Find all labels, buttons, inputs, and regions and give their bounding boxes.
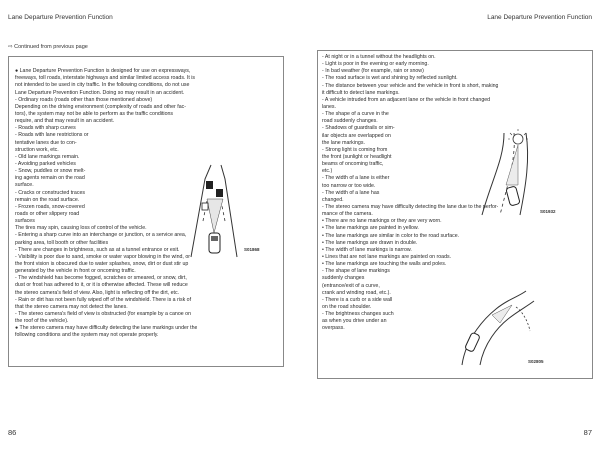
text-line: - The brightness changes such (322, 311, 394, 318)
curve-change-illustration (456, 287, 548, 367)
text-line: ● Lane Departure Prevention Function is designed for use on expressways, (15, 68, 191, 75)
text-line: - Frozen roads, snow-covered (15, 203, 85, 210)
text-line: - Snow, puddles or snow melt- (15, 168, 86, 175)
text-line: not intended to be used in city traffic. In the following conditions, do not use (15, 82, 190, 89)
text-line: - The distance between your vehicle and the vehicle in front is short, making (322, 82, 499, 89)
text-line: • There are no lane markings or they are very worn. (322, 218, 442, 225)
text-line: - The stereo camera's field of view is obstructed (for example by a canoe on (15, 310, 191, 317)
text-line: the lane markings. (322, 139, 365, 146)
text-line: - Ordinary roads (roads other than those mentioned above) (15, 96, 153, 103)
text-line: ing agents remain on the road (15, 175, 85, 182)
text-line: generated by the vehicle in front or oncoming traffic. (15, 268, 136, 275)
text-line: - Shadows of guardrails or sim- (322, 125, 395, 132)
left-figure (185, 161, 260, 259)
text-line: - The width of a lane is either (322, 175, 390, 182)
text-line: overpass. (322, 325, 345, 332)
text-line: ● The stereo camera may have difficulty detecting the lane markings under the (15, 325, 198, 332)
text-line: lanes. (322, 103, 337, 110)
left-page-header: Lane Departure Prevention Function (8, 14, 113, 21)
text-line: - There is a curb or a side wall (322, 296, 393, 303)
text-line: remain on the road surface. (15, 196, 80, 203)
text-line: struction work, etc. (15, 146, 59, 153)
text-line: surfaces (15, 218, 35, 225)
text-line: it difficult to detect lane markings. (322, 89, 400, 96)
text-line: that the stereo camera may not detect the lanes. (15, 303, 128, 310)
text-line: tentative lanes due to con- (15, 139, 77, 146)
text-line: - Avoiding parked vehicles (15, 160, 76, 167)
text-line: - Entering a sharp curve into an interchange or junction, or a service area, (15, 232, 187, 239)
text-line: as when you drive under an (322, 318, 387, 325)
text-line: roads or other slippery road (15, 210, 80, 217)
text-line: freeways, toll roads, interstate highways and similar limited access roads. It is (15, 75, 196, 82)
left-figure-label: S01868 (244, 247, 260, 252)
text-line: - The shape of a curve in the (322, 111, 389, 118)
text-line: - Visibility is poor due to sand, smoke or water vapor blowing in the wind, or (15, 253, 190, 260)
text-line: etc.) (322, 168, 333, 175)
text-line: - Roads with sharp curves (15, 125, 76, 132)
text-line: • The lane markings are painted in yellow. (322, 225, 419, 232)
left-warning-box (8, 56, 284, 367)
text-line: on the road shoulder. (322, 303, 372, 310)
text-line: Depending on the driving environment (complexity of roads and other fac- (15, 103, 187, 110)
text-line: the front (sunlight or headlight (322, 153, 392, 160)
text-line: - The road surface is wet and shining by reflected sunlight. (322, 75, 458, 82)
text-line: - The stereo camera may have difficulty detecting the lane due to the perfor- (322, 203, 499, 210)
right-bottom-figure (456, 287, 548, 367)
text-line: road suddenly changes. (322, 118, 378, 125)
text-line: the front vision is obscured due to water splashes, snow, dirt or dust stir up (15, 260, 189, 267)
right-page-header: Lane Departure Prevention Function (487, 14, 592, 21)
text-line: - The width of a lane has (322, 189, 380, 196)
text-line: • Lines that are not lane markings are painted on roads. (322, 253, 452, 260)
text-line: • The width of lane markings is narrow. (322, 246, 412, 253)
text-line: tors), the system may not be able to perform as the traffic conditions (15, 110, 174, 117)
text-line (15, 61, 197, 68)
text-line: - Cracks or constructed traces (15, 189, 86, 196)
text-line: too narrow or too wide. (322, 182, 376, 189)
text-line: Lane Departure Prevention Function. Doing so may result in an accident. (15, 89, 185, 96)
right-top-figure-label: S01932 (540, 209, 556, 214)
text-line: beams of oncoming traffic, (322, 161, 384, 168)
text-line: - There are changes in brightness, such as at a tunnel entrance or exit. (15, 246, 180, 253)
text-line: surface. (15, 182, 34, 189)
text-line: dust or frost has adhered to it, or it is otherwise affected. These will reduce (15, 282, 188, 289)
text-line: require, and that may result in an accident. (15, 118, 115, 125)
text-line: the stereo camera's field of view. Also, light is reflecting off the dirt, etc. (15, 289, 180, 296)
text-line: - Light is poor in the evening or early morning. (322, 61, 429, 68)
text-line: - Roads with lane restrictions or (15, 132, 89, 139)
sunlight-glare-illustration (474, 129, 558, 217)
text-line: the roof of the vehicle). (15, 318, 69, 325)
text-line: - In bad weather (for example, rain or snow) (322, 68, 424, 75)
text-line: - At night or in a tunnel without the headlights on. (322, 54, 436, 60)
right-warning-box (317, 50, 593, 379)
text-line: - The shape of lane markings (322, 268, 390, 275)
text-line: suddenly changes (322, 275, 365, 282)
right-bottom-figure-label: S02805 (528, 359, 544, 364)
left-page-number: 86 (8, 428, 17, 437)
text-line: The tires may spin, causing loss of control of the vehicle. (15, 225, 147, 232)
text-line: • The lane markings are drawn in double. (322, 239, 418, 246)
continued-note: ⇨ Continued from previous page (8, 44, 88, 50)
text-line: (entrance/exit of a curve, (322, 282, 380, 289)
text-line: parking area, toll booth or other facilities (15, 239, 109, 246)
text-line: mance of the camera. (322, 211, 373, 218)
right-page-number: 87 (583, 428, 592, 437)
text-line: - Strong light is coming from (322, 146, 388, 153)
text-line: following conditions and the system may not operate properly. (15, 332, 159, 339)
text-line: • The lane markings are similar in color to the road surface. (322, 232, 460, 239)
text-line: - Rain or dirt has not been fully wiped off of the windshield. There is a risk of (15, 296, 192, 303)
text-line: - A vehicle intruded from an adjacent lane or the vehicle in front changed (322, 96, 491, 103)
text-line: ilar objects are overlapped on (322, 132, 391, 139)
left-text-block (15, 61, 197, 339)
lane-restriction-illustration (185, 161, 243, 259)
text-line: crank and winding road, etc.). (322, 289, 391, 296)
right-top-figure (474, 129, 558, 217)
text-line: • The lane markings are touching the walls and poles. (322, 261, 447, 268)
text-line: - The windshield has become fogged, scratches or smeared, or snow, dirt, (15, 275, 187, 282)
text-line: changed. (322, 196, 344, 203)
text-line: - Old lane markings remain. (15, 153, 80, 160)
